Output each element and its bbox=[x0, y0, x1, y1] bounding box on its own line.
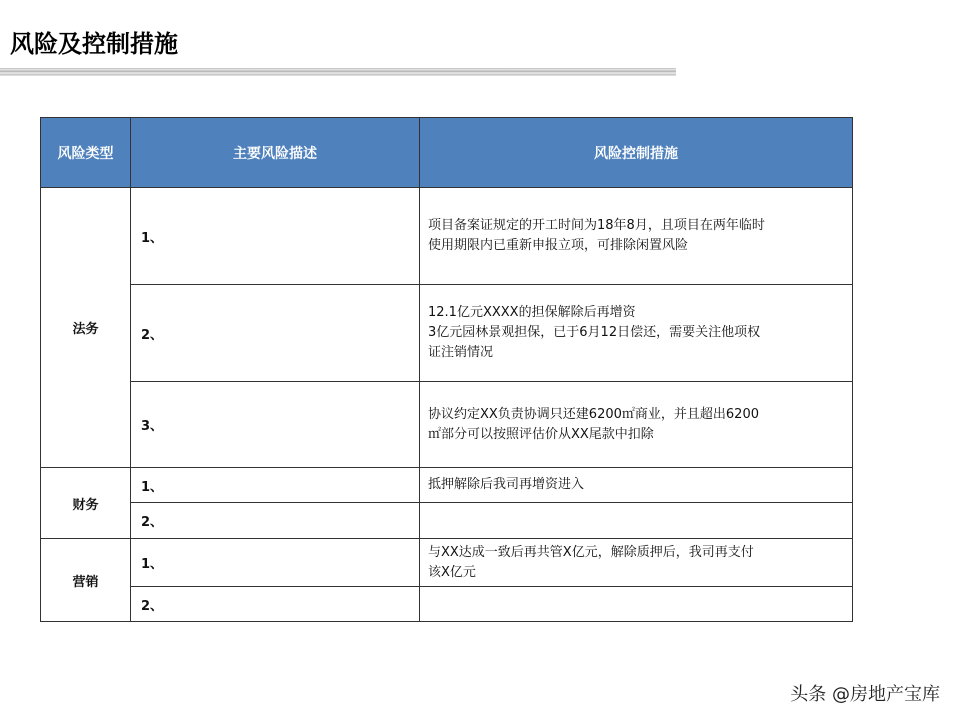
measure-line: 抵押解除后我司再增资进入 bbox=[428, 477, 585, 492]
measure-line: 12.1亿元XXXX的担保解除后再增资 bbox=[428, 305, 636, 320]
category-legal: 法务 bbox=[40, 187, 131, 468]
category-finance: 财务 bbox=[40, 467, 131, 539]
risk-description-cell: 2、 bbox=[130, 284, 420, 382]
measure-line: 与XX达成一致后再共管X亿元，解除质押后，我司再支付 bbox=[428, 544, 754, 560]
risk-description-cell: 1、 bbox=[130, 187, 420, 285]
page-title: 风险及控制措施 bbox=[10, 30, 178, 58]
control-measure-cell bbox=[419, 538, 853, 587]
measure-line: 项目备案证规定的开工时间为18年8月，且项目在两年临时 bbox=[428, 218, 765, 233]
control-measure-cell bbox=[419, 502, 853, 539]
measure-line: ㎡部分可以按照评估价从XX尾款中扣除 bbox=[428, 426, 654, 442]
control-measure-cell bbox=[419, 187, 853, 285]
measure-line: 使用期限内已重新申报立项，可排除闲置风险 bbox=[428, 238, 689, 253]
risk-description-cell: 1、 bbox=[130, 467, 420, 503]
header-risk-description: 主要风险描述 bbox=[130, 117, 420, 188]
risk-description-cell: 1、 bbox=[130, 538, 420, 587]
watermark: 头条 @房地产宝库 bbox=[790, 684, 940, 705]
measure-line: 证注销情况 bbox=[428, 345, 494, 360]
measure-line: 协议约定XX负责协调只还建6200㎡商业，并且超出6200 bbox=[428, 406, 759, 422]
title-divider bbox=[0, 68, 676, 76]
measure-line: 该X亿元 bbox=[428, 564, 476, 580]
control-measure-cell bbox=[419, 467, 853, 503]
risk-description-cell: 2、 bbox=[130, 502, 420, 539]
risk-description-cell: 2、 bbox=[130, 586, 420, 622]
measure-line: 3亿元园林景观担保，已于6月12日偿还，需要关注他项权 bbox=[428, 325, 761, 340]
risk-description-cell: 3、 bbox=[130, 381, 420, 468]
control-measure-cell bbox=[419, 381, 853, 468]
category-marketing: 营销 bbox=[40, 538, 131, 622]
control-measure-cell bbox=[419, 284, 853, 382]
header-risk-type: 风险类型 bbox=[40, 117, 131, 188]
header-control-measures: 风险控制措施 bbox=[419, 117, 853, 188]
control-measure-cell bbox=[419, 586, 853, 622]
